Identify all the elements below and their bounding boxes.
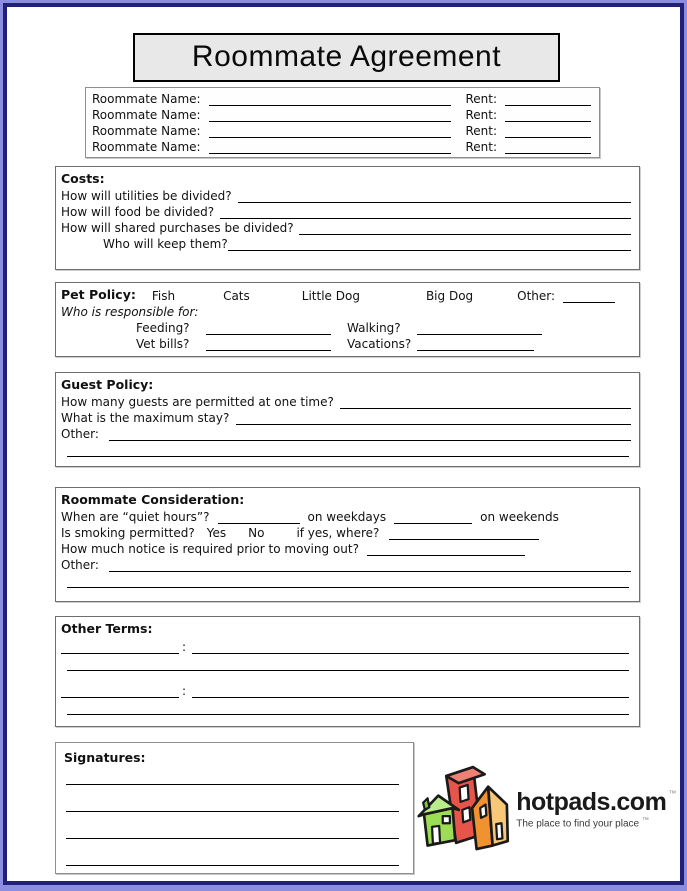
weekdays-label: on weekdays [307, 510, 387, 524]
term2-text-field[interactable] [192, 685, 629, 698]
maximum-stay-field[interactable] [236, 412, 631, 425]
guests-permitted-field[interactable] [340, 396, 631, 409]
roommate-row [92, 138, 591, 154]
quiet-hours-row [61, 508, 631, 524]
purchases-field[interactable] [299, 222, 631, 235]
roommate-row [92, 106, 591, 122]
pet-option-fish[interactable]: Fish [151, 289, 176, 303]
guest-other-row [61, 425, 631, 441]
tagline-trademark-symbol: ™ [641, 816, 649, 824]
smoking-where-field[interactable] [389, 527, 539, 540]
hotpads-wordmark: hotpads.com [516, 787, 667, 816]
smoking-row [61, 524, 631, 540]
food-row [61, 203, 631, 219]
guest-policy-section [55, 372, 640, 467]
rent-field[interactable] [505, 109, 591, 122]
term1-name-field[interactable] [61, 641, 179, 654]
weekends-label: on weekends [480, 510, 559, 524]
page-title [133, 33, 560, 82]
smoking-yes-option[interactable]: Yes [206, 526, 227, 540]
hotpads-logo [414, 758, 677, 860]
feeding-label: Feeding? [136, 321, 190, 335]
notice-question: How much notice is required prior to moving out? [61, 542, 359, 556]
other-terms-heading: Other Terms: [61, 621, 153, 636]
term2-colon: : [182, 684, 187, 698]
term1-label-row [61, 637, 631, 654]
document-page [3, 3, 684, 885]
signature-field[interactable] [66, 784, 399, 785]
keep-row [61, 235, 631, 251]
term1-colon: : [182, 640, 187, 654]
feeding-walking-row [61, 319, 631, 335]
term1-text-field2[interactable] [67, 658, 629, 671]
rent-label: Rent: [465, 92, 497, 106]
guest-policy-heading: Guest Policy: [61, 377, 154, 392]
rent-label: Rent: [465, 124, 497, 138]
utilities-field[interactable] [238, 190, 631, 203]
consideration-other-row2 [61, 572, 631, 588]
roommate-name-field[interactable] [209, 141, 452, 154]
purchases-row [61, 219, 631, 235]
consideration-other-row [61, 556, 631, 572]
if-yes-where-label: if yes, where? [296, 526, 380, 540]
signature-field[interactable] [66, 811, 399, 812]
maximum-stay-row [61, 409, 631, 425]
guests-permitted-question: How many guests are permitted at one time? [61, 395, 334, 409]
roommate-row [92, 90, 591, 106]
consideration-other-field2[interactable] [67, 575, 629, 588]
hotpads-tagline-text: The place to find your place [516, 818, 640, 830]
signature-field[interactable] [66, 865, 399, 866]
feeding-field[interactable] [206, 322, 331, 335]
page-title-text: Roommate Agreement [191, 40, 502, 73]
roommate-name-label: Roommate Name: [92, 124, 201, 138]
pet-other-label: Other: [517, 289, 556, 303]
term2-text-field2[interactable] [67, 702, 629, 715]
term2-label-row [61, 681, 631, 698]
roommate-name-label: Roommate Name: [92, 108, 201, 122]
consideration-other-label: Other: [61, 558, 99, 572]
pet-policy-section [55, 282, 640, 357]
consideration-heading: Roommate Consideration: [61, 492, 245, 507]
responsible-label: Who is responsible for: [61, 305, 199, 319]
rent-label: Rent: [465, 108, 497, 122]
vacations-label: Vacations? [347, 337, 412, 351]
consideration-other-field[interactable] [109, 559, 631, 572]
term2-name-field[interactable] [61, 685, 179, 698]
rent-field[interactable] [505, 125, 591, 138]
term2-line-row [61, 698, 631, 715]
hotpads-wordmark-line [516, 787, 677, 816]
rent-label: Rent: [465, 140, 497, 154]
quiet-weekdays-field[interactable] [218, 511, 300, 524]
smoking-no-option[interactable]: No [248, 526, 265, 540]
rent-field[interactable] [505, 141, 591, 154]
keep-question: Who will keep them? [103, 237, 228, 251]
guests-permitted-row [61, 393, 631, 409]
vet-vacations-row [61, 335, 631, 351]
costs-heading: Costs: [61, 171, 105, 186]
trademark-symbol: ™ [668, 788, 677, 798]
pet-policy-heading: Pet Policy: [61, 287, 136, 302]
vacations-field[interactable] [417, 338, 534, 351]
roommate-names-box [85, 87, 600, 158]
purchases-question: How will shared purchases be divided? [61, 221, 294, 235]
food-field[interactable] [220, 206, 631, 219]
quiet-hours-question: When are “quiet hours”? [61, 510, 210, 524]
notice-field[interactable] [367, 543, 525, 556]
food-question: How will food be divided? [61, 205, 215, 219]
rent-field[interactable] [505, 93, 591, 106]
maximum-stay-question: What is the maximum stay? [61, 411, 230, 425]
roommate-consideration-section [55, 487, 640, 602]
hotpads-houses-icon [416, 758, 514, 860]
keep-field[interactable] [228, 238, 631, 251]
guest-other-label: Other: [61, 427, 99, 441]
utilities-row [61, 187, 631, 203]
roommate-name-label: Roommate Name: [92, 92, 201, 106]
signatures-heading: Signatures: [64, 750, 146, 765]
notice-row [61, 540, 631, 556]
utilities-question: How will utilities be divided? [61, 189, 232, 203]
guest-other-field[interactable] [109, 428, 631, 441]
quiet-weekends-field[interactable] [394, 511, 472, 524]
guest-other-field2[interactable] [67, 444, 629, 457]
vet-bills-label: Vet bills? [136, 337, 190, 351]
walking-field[interactable] [417, 322, 542, 335]
bottom-row [55, 742, 677, 874]
roommate-name-field[interactable] [209, 93, 452, 106]
roommate-row [92, 122, 591, 138]
vet-bills-field[interactable] [206, 338, 331, 351]
smoking-question: Is smoking permitted? [61, 526, 195, 540]
roommate-name-field[interactable] [209, 109, 452, 122]
signatures-section [55, 742, 414, 874]
pet-option-little-dog[interactable]: Little Dog [301, 289, 360, 303]
pet-option-big-dog[interactable]: Big Dog [425, 289, 474, 303]
other-terms-section [55, 616, 640, 727]
term1-line-row [61, 654, 631, 671]
pet-option-cats[interactable]: Cats [223, 289, 250, 303]
costs-section [55, 166, 640, 270]
roommate-name-field[interactable] [209, 125, 452, 138]
walking-label: Walking? [347, 321, 401, 335]
hotpads-tagline [516, 817, 672, 829]
guest-other-row2 [61, 441, 631, 457]
terms-spacer [61, 671, 631, 681]
signature-field[interactable] [66, 838, 399, 839]
hotpads-logo-text [516, 787, 677, 830]
roommate-name-label: Roommate Name: [92, 140, 201, 154]
pet-other-field[interactable] [563, 290, 615, 303]
pet-policy-row [61, 286, 631, 303]
term1-text-field[interactable] [192, 641, 629, 654]
